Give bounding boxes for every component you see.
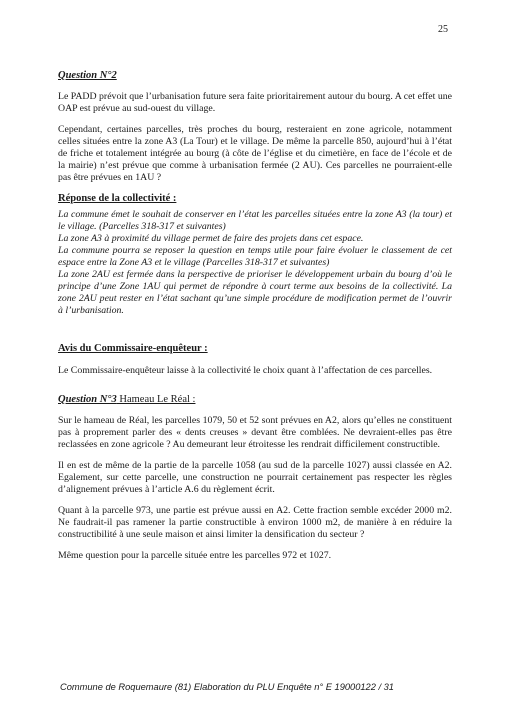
avis-commissaire-text: Le Commissaire-enquêteur laisse à la collectivité le choix quant à l’affectation de ces parcelles.	[58, 365, 433, 376]
question-3-paragraph: Même question pour la parcelle située entre les parcelles 972 et 1027.	[58, 550, 332, 561]
question-3-title	[58, 394, 452, 405]
document-body	[58, 70, 452, 571]
page-number: 25	[438, 24, 448, 35]
reponse-line: La zone A3 à proximité du village permet de faire des projets dans cet espace.	[58, 233, 364, 244]
question-3-paragraph: Il en est de même de la partie de la parcelle 1058 (au sud de la parcelle 1027) aussi classée en A2. Egalement, sur cette parcelle, une construction ne pourrait certainement pas respecter les règles d’alignement prévues à l’article A.6 du règlement écrit.	[58, 460, 452, 495]
reponse-line: La zone 2AU est fermée dans la perspective de prioriser le développement urbain du bourg d’où le principe d’une Zone 1AU qui permet de répondre à court terme aux besoins de la collectivité. La zone 2AU peut rester en l’état sachant qu’une simple procédure de modification permet de l’ouvrir à l’urbanisation.	[58, 269, 452, 316]
question-3-subtitle: Hameau Le Réal :	[116, 394, 196, 405]
reponse-collectivite-text	[58, 209, 452, 317]
reponse-collectivite-title: Réponse de la collectivité :	[58, 193, 177, 204]
reponse-line: La commune pourra se reposer la question en temps utile pour faire évoluer le classement de cet espace entre la Zone A3 et le village (Parcelles 318-317 et suivantes)	[58, 245, 452, 268]
reponse-line: La commune émet le souhait de conserver en l’état les parcelles situées entre la zone A3 (la tour) et le village. (Parcelles 318-317 et suivantes)	[58, 209, 452, 232]
question-3-label: Question N°3	[58, 394, 117, 405]
avis-commissaire-title: Avis du Commissaire-enquêteur :	[58, 343, 208, 354]
question-2-title: Question N°2	[58, 70, 117, 81]
question-3-paragraph: Sur le hameau de Réal, les parcelles 1079, 50 et 52 sont prévues en A2, alors qu’elles ne constituent pas à proprement parler des « dents creuses » devant être comblées. Ne devraient-elles pas être reclassées en zone agricole ? Au demeurant leur étroitesse les rendrait difficilement constructible.	[58, 415, 452, 450]
page-footer: Commune de Roquemaure (81) Elaboration du PLU Enquête n° E 19000122 / 31	[60, 682, 394, 692]
question-2-paragraph: Cependant, certaines parcelles, très proches du bourg, resteraient en zone agricole, notamment celles situées entre la zone A3 (La Tour) et le village. De même la parcelle 850, aujourd’hui à l’état de friche et totalement intégrée au bourg (à côte de l’église et du cimetière, en face de l’école et de la mairie) n’est prévue que comme à urbanisation fermée (2 AU). Ces parcelles ne pourraient-elle pas être prévues en 1AU ?	[58, 124, 452, 183]
question-3-paragraph: Quant à la parcelle 973, une partie est prévue aussi en A2. Cette fraction semble excéder 2000 m2. Ne faudrait-il pas ramener la partie constructible à environ 1000 m2, de manière à en réduire la constructibilité à une seule maison et ainsi limiter la densification du secteur ?	[58, 505, 452, 540]
question-2-paragraph: Le PADD prévoit que l’urbanisation future sera faite prioritairement autour du bourg. A cet effet une OAP est prévue au sud-ouest du village.	[58, 91, 452, 114]
